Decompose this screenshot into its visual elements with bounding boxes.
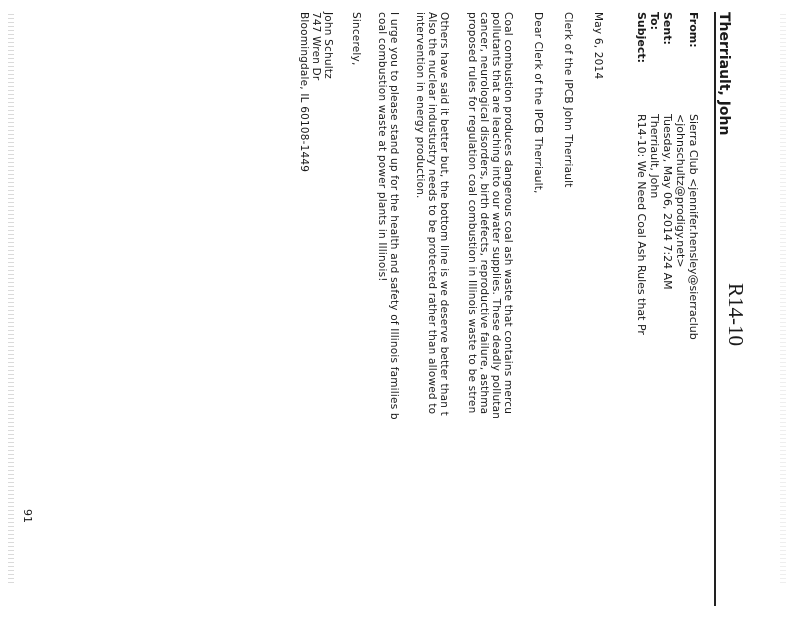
- letter-closing: Sincerely,: [350, 12, 362, 66]
- paragraph-2-line: Also the nuclear industustry needs to be protected rather than allowed to: [426, 12, 438, 415]
- paragraph-1-line: proposed rules for regulation coal combustion in Illinois waste to be stren: [466, 12, 478, 414]
- paragraph-3-line: I urge you to please stand up for the health and safety of Illinois families b: [388, 12, 400, 420]
- from-email-value: <johnschultz@prodigy.net>: [674, 114, 687, 268]
- letter-addressee: Clerk of the IPCB John Therriault: [562, 12, 574, 188]
- letter-salutation: Dear Clerk of the IPCB Therriault,: [532, 12, 544, 194]
- signature-city: Bloomingdale, IL 60108-1449: [298, 12, 310, 173]
- signature-name: John Schultz: [322, 12, 334, 79]
- subject-label: Subject:: [635, 12, 648, 64]
- scan-artifact: [780, 14, 786, 584]
- paragraph-3-line: coal combustion waste at power plants in Illinois!: [376, 12, 388, 282]
- signature-street: 747 Wren Dr: [310, 12, 322, 81]
- paragraph-1-line: pollutants that are leaching into our water supplies. These deadly pollutan: [490, 12, 502, 420]
- paragraph-2-line: intervention in energy production.: [414, 12, 426, 199]
- letter-date: May 6, 2014: [592, 12, 604, 80]
- from-value: Sierra Club <jennifer.hensley@sierraclub: [687, 114, 700, 340]
- sender-name: Therriault, John: [716, 12, 732, 136]
- to-value: Therriault, John: [648, 114, 661, 199]
- paragraph-2-line: Others have said it better but, the bottom line is we deserve better than t: [438, 12, 450, 416]
- sent-value: Tuesday, May 06, 2014 7:24 AM: [661, 114, 674, 290]
- from-label: From:: [687, 12, 700, 48]
- to-label: To:: [648, 12, 661, 30]
- subject-value: R14-10: We Need Coal Ash Rules that Pr: [635, 114, 648, 335]
- paragraph-1-line: cancer, neurological disorders, birth defects, reproductive failure, asthma: [478, 12, 490, 415]
- docket-number: R14-10: [724, 283, 748, 346]
- scan-artifact: [8, 14, 14, 584]
- paragraph-1-line: Coal combustion produces dangerous coal ash waste that contains mercu: [502, 12, 514, 415]
- sent-label: Sent:: [661, 12, 674, 45]
- header-rule: [714, 12, 716, 606]
- page-number: 91: [21, 509, 34, 523]
